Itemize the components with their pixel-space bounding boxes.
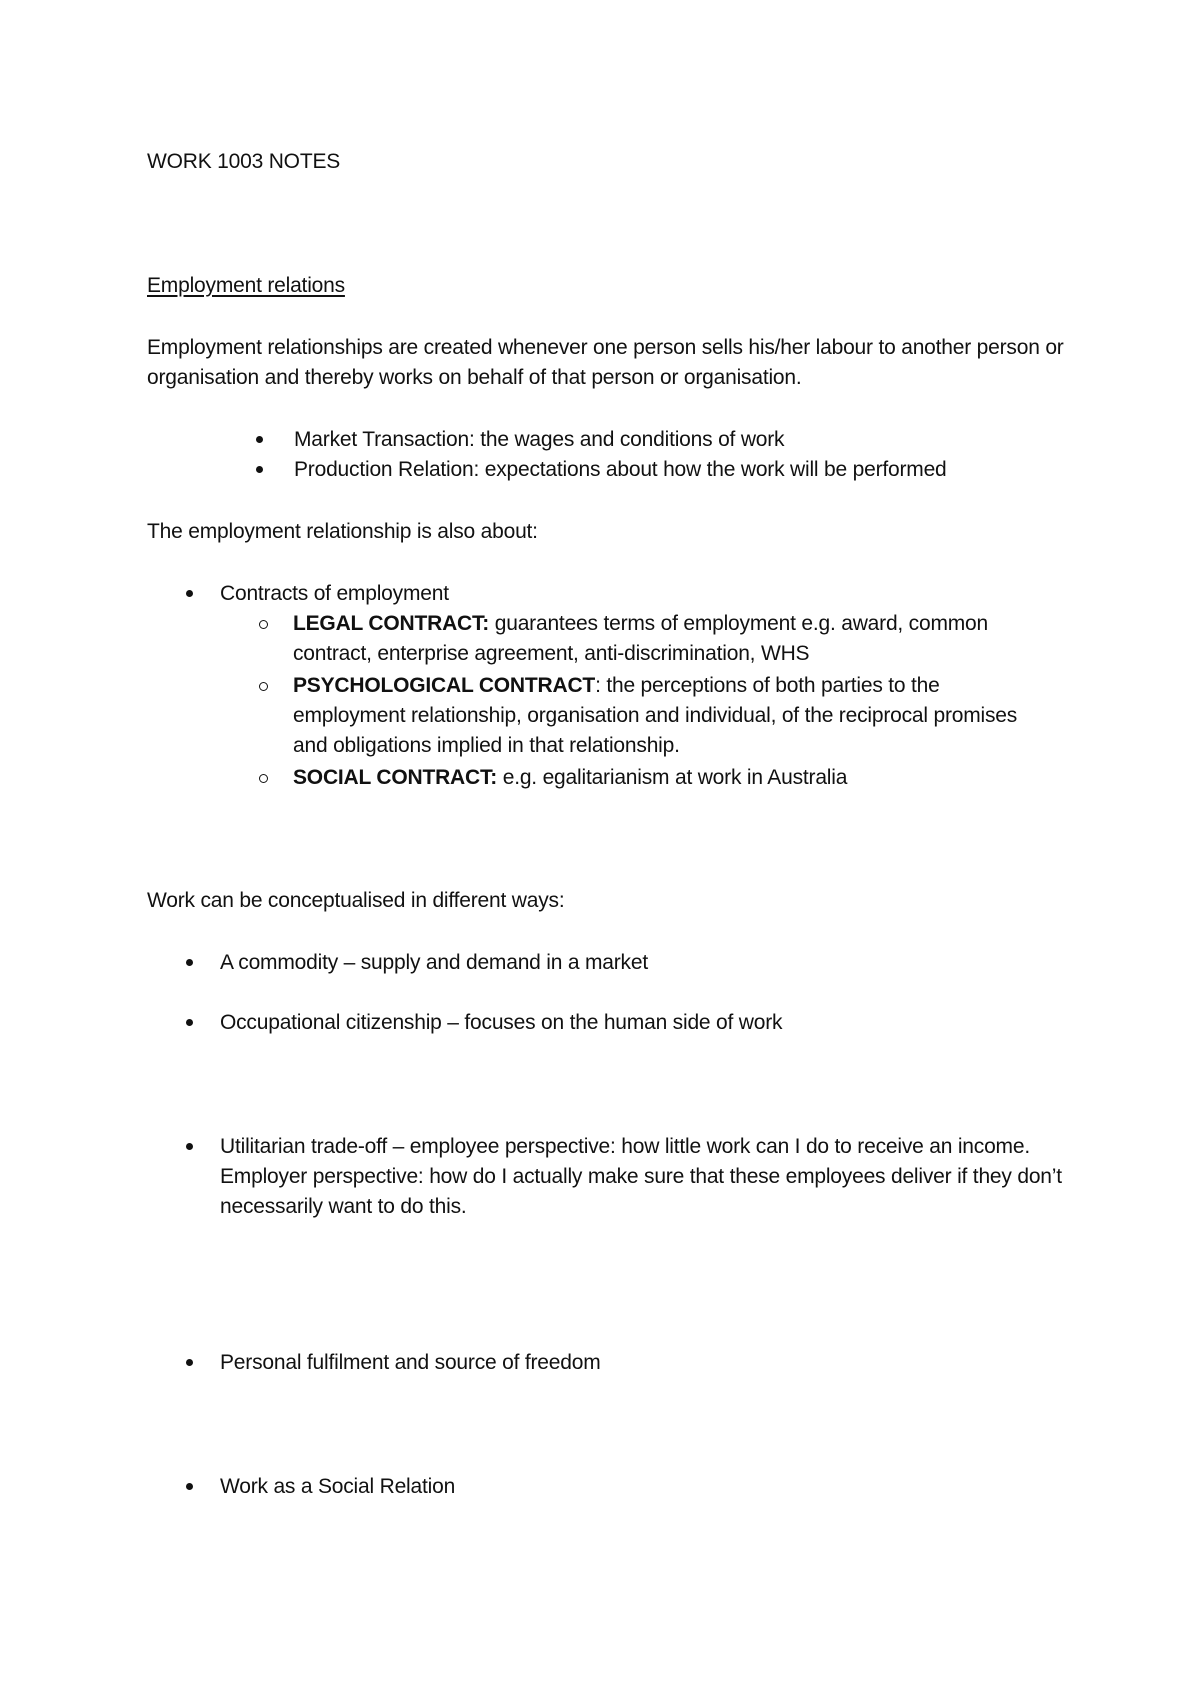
- list-item-commodity: A commodity – supply and demand in a market: [220, 951, 648, 974]
- bullet-icon: [186, 1483, 193, 1490]
- sub-item-legal-contract: [293, 609, 1043, 669]
- sub-item-psychological-contract: [293, 671, 1033, 761]
- circle-bullet-icon: [259, 774, 268, 783]
- list-item-social-relation: Work as a Social Relation: [220, 1475, 456, 1498]
- psychological-contract-text: : the perceptions of both parties to the employment relationship, organisation and individual, of the reciprocal promises and obligations implied in that relationship.: [293, 674, 1018, 757]
- list-item-occupational-citizenship: Occupational citizenship – focuses on the human side of work: [220, 1011, 783, 1034]
- psychological-contract-label: PSYCHOLOGICAL CONTRACT: [293, 674, 596, 697]
- bullet-icon: [186, 590, 193, 597]
- list-item-utilitarian-trade-off: Utilitarian trade-off – employee perspective: how little work can I do to receive an income. Employer perspective: how do I actually make sure that these employees deliver if they don’t necessarily want to do this.: [220, 1135, 1062, 1218]
- bullet-icon: [186, 1019, 193, 1026]
- intro-paragraph: Employment relationships are created whenever one person sells his/her labour to another person or organisation and thereby works on behalf of that person or organisation.: [147, 336, 1064, 389]
- document-title: WORK 1003 NOTES: [147, 150, 341, 173]
- social-contract-label: SOCIAL CONTRACT:: [293, 766, 498, 789]
- list-item-production-relation: Production Relation: expectations about how the work will be performed: [294, 458, 947, 481]
- list-item-personal-fulfilment: Personal fulfilment and source of freedom: [220, 1351, 601, 1374]
- bullet-icon: [186, 1359, 193, 1366]
- work-heading: Work can be conceptualised in different ways:: [147, 889, 565, 912]
- sub-item-social-contract: [293, 763, 1043, 793]
- bullet-icon: [186, 959, 193, 966]
- legal-contract-text: guarantees terms of employment e.g. award, common contract, enterprise agreement, anti-discrimination, WHS: [293, 612, 989, 665]
- circle-bullet-icon: [259, 682, 268, 691]
- social-contract-text: e.g. egalitarianism at work in Australia: [497, 766, 848, 789]
- bullet-icon: [256, 466, 263, 473]
- bullet-icon: [256, 436, 263, 443]
- also-about-heading: The employment relationship is also about:: [147, 520, 538, 543]
- section-heading: Employment relations: [147, 274, 345, 297]
- list-item-market-transaction: Market Transaction: the wages and conditions of work: [294, 428, 785, 451]
- list-item-contracts: Contracts of employment: [220, 582, 449, 605]
- legal-contract-label: LEGAL CONTRACT:: [293, 612, 490, 635]
- bullet-icon: [186, 1143, 193, 1150]
- circle-bullet-icon: [259, 620, 268, 629]
